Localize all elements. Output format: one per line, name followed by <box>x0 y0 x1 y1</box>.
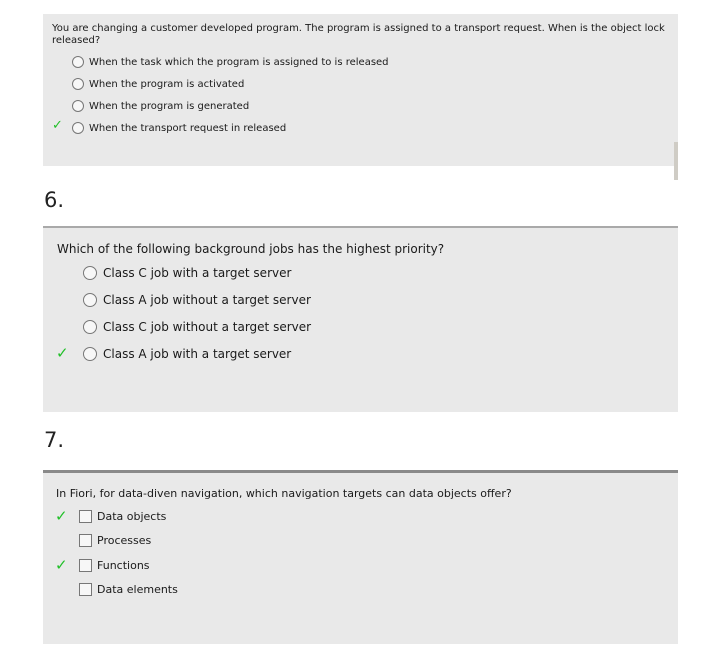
option-label: When the program is generated <box>89 100 250 112</box>
answer-option[interactable] <box>79 583 178 596</box>
question-panel-7 <box>43 470 678 644</box>
radio-button[interactable] <box>72 78 84 90</box>
answer-option-correct[interactable] <box>72 122 286 134</box>
question-number: 6. <box>44 188 65 212</box>
option-label: Functions <box>97 559 150 572</box>
answer-option[interactable] <box>83 266 291 280</box>
question-panel-1 <box>43 14 678 166</box>
radio-button[interactable] <box>83 266 97 280</box>
answer-option[interactable] <box>83 320 311 334</box>
correct-check-icon: ✓ <box>55 556 68 574</box>
option-label: Data objects <box>97 510 167 523</box>
question-text: Which of the following background jobs has the highest priority? <box>57 242 445 256</box>
option-label: Processes <box>97 534 152 547</box>
answer-option[interactable] <box>79 534 151 547</box>
answer-option-correct[interactable] <box>79 510 166 523</box>
option-label: Class C job without a target server <box>103 320 312 334</box>
question-panel-6 <box>43 226 678 412</box>
radio-button[interactable] <box>72 122 84 134</box>
radio-button[interactable] <box>83 293 97 307</box>
option-label: When the program is activated <box>89 78 245 90</box>
radio-button[interactable] <box>72 56 84 68</box>
correct-check-icon: ✓ <box>56 344 69 362</box>
radio-button[interactable] <box>72 100 84 112</box>
option-label: Data elements <box>97 583 178 596</box>
option-label: When the transport request in released <box>89 122 287 134</box>
correct-check-icon: ✓ <box>55 507 68 525</box>
answer-option-correct[interactable] <box>83 347 291 361</box>
correct-check-icon: ✓ <box>52 118 63 133</box>
question-text: In Fiori, for data-diven navigation, which navigation targets can data objects offer? <box>56 487 512 500</box>
checkbox[interactable] <box>79 559 92 572</box>
answer-option[interactable] <box>72 56 389 68</box>
radio-button[interactable] <box>83 347 97 361</box>
option-label: Class A job without a target server <box>103 293 311 307</box>
radio-button[interactable] <box>83 320 97 334</box>
scrollbar-thumb[interactable] <box>674 142 678 180</box>
option-label: When the task which the program is assigned to is released <box>89 56 389 68</box>
checkbox[interactable] <box>79 534 92 547</box>
answer-option[interactable] <box>72 78 244 90</box>
checkbox[interactable] <box>79 583 92 596</box>
answer-option[interactable] <box>72 100 249 112</box>
question-number: 7. <box>44 428 65 452</box>
answer-option[interactable] <box>83 293 311 307</box>
answer-option-correct[interactable] <box>79 559 150 572</box>
option-label: Class A job with a target server <box>103 347 292 361</box>
checkbox[interactable] <box>79 510 92 523</box>
option-label: Class C job with a target server <box>103 266 292 280</box>
question-text: You are changing a customer developed program. The program is assigned to a transport request. When is the object lock released? <box>52 23 665 46</box>
